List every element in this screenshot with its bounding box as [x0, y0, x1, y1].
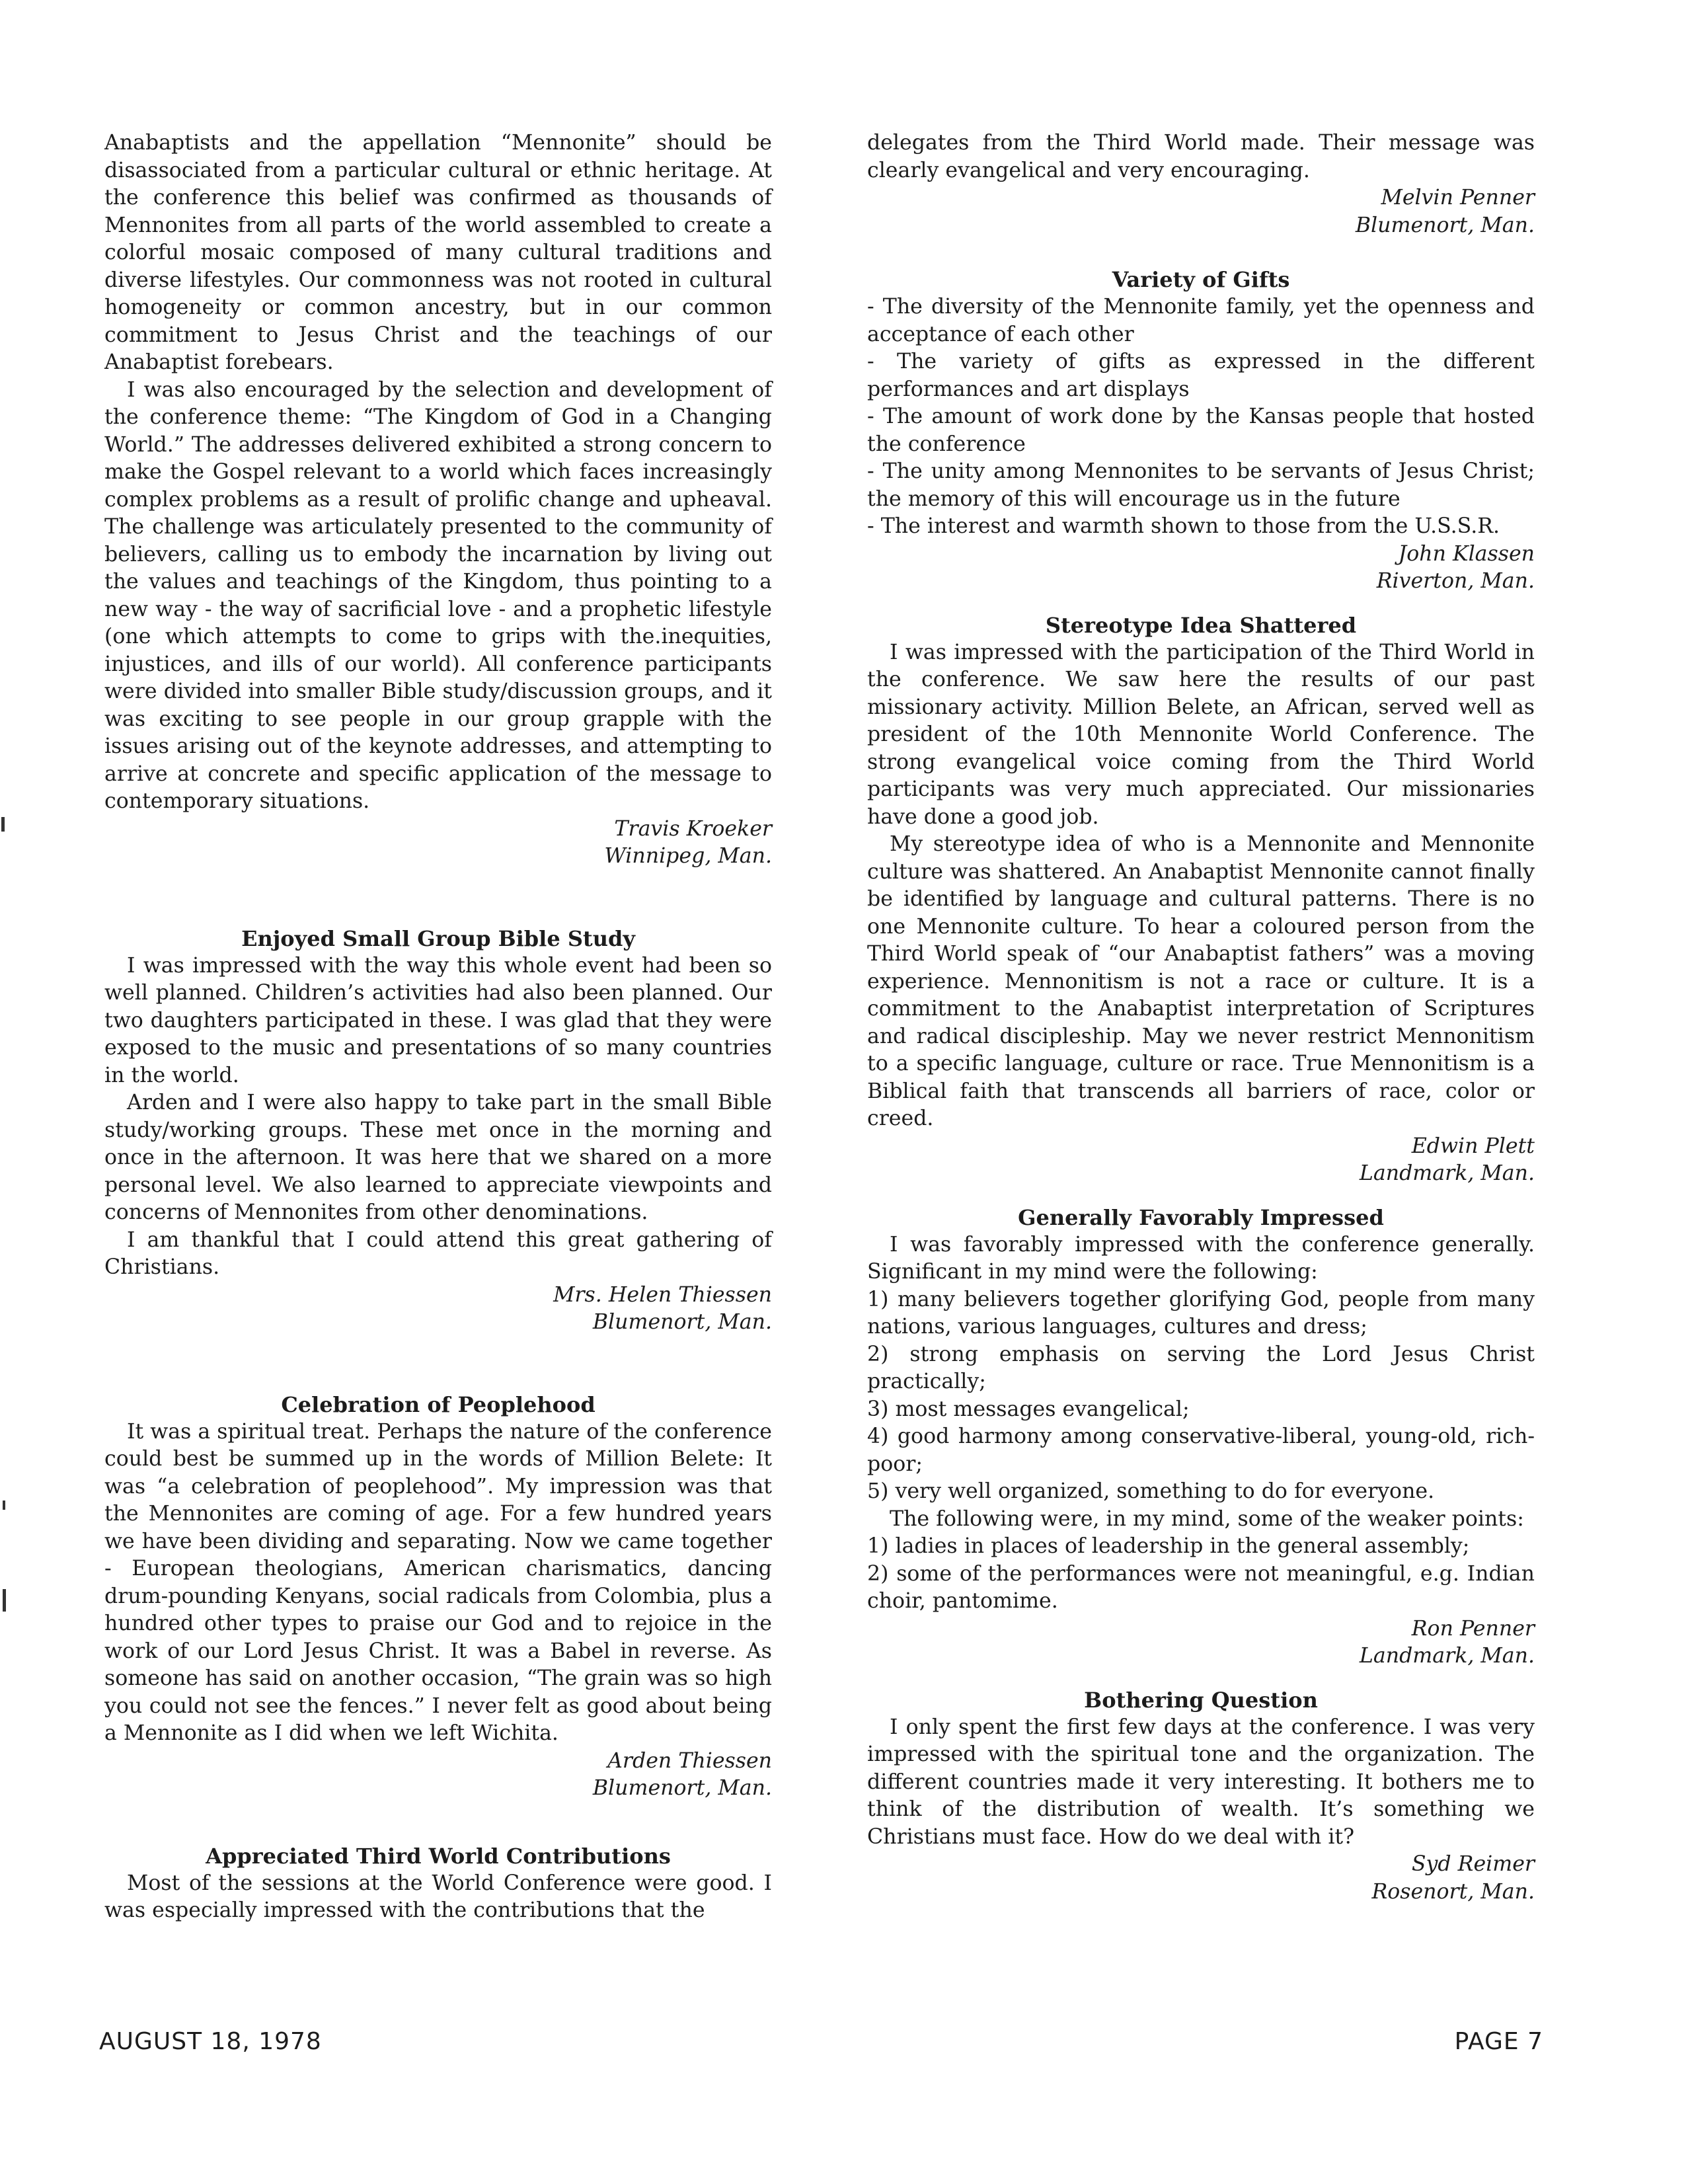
letter-heading: Variety of Gifts	[1112, 267, 1290, 292]
list-item: 4) good harmony among conservative-liberal, young-old, rich-poor;	[867, 1424, 1535, 1476]
right-column	[867, 130, 1535, 1906]
body-paragraph: I was impressed with the participation of the Third World in the conference. We saw here the results of our past missionary activity. Million Belete, an African, served well as president of the 10th Mennonite World Conference. The strong evangelical voice coming from the Third World participants was very much appreciated. Our missionaries have done a good job.	[867, 640, 1535, 829]
body-paragraph: I only spent the first few days at the conference. I was very impressed with the spiritual tone and the organization. The different countries made it very interesting. It bothers me to think of the distribution of wealth. It’s something we Christians must face. How do we deal with it?	[867, 1715, 1535, 1849]
author-location: Blumenort, Man.	[592, 1776, 772, 1800]
letter-variety-of-gifts	[867, 266, 1535, 596]
letter-heading: Enjoyed Small Group Bible Study	[241, 925, 635, 951]
body-paragraph: I was favorably impressed with the conference generally. Significant in my mind were the following:	[867, 1232, 1535, 1284]
letter-heading: Stereotype Idea Shattered	[1045, 612, 1357, 638]
list-item: 2) some of the performances were not meaningful, e.g. Indian choir, pantomime.	[867, 1561, 1535, 1613]
issue-date: AUGUST 18, 1978	[99, 2028, 322, 2055]
list-item: - The diversity of the Mennonite family, yet the openness and acceptance of each other	[867, 295, 1535, 346]
author-location: Blumenort, Man.	[1355, 213, 1535, 237]
scan-mark	[1, 817, 5, 832]
letter-peoplehood	[104, 1391, 772, 1803]
letter-bible-study	[104, 925, 772, 1337]
author-location: Riverton, Man.	[1376, 569, 1535, 593]
list-item: 2) strong emphasis on serving the Lord Jesus Christ practically;	[867, 1342, 1535, 1393]
letter-bothering-question	[867, 1686, 1535, 1906]
page-number: PAGE 7	[1454, 2028, 1543, 2055]
body-paragraph: I was impressed with the way this whole event had been so well planned. Children’s activities had also been planned. Our two daughters participated in these. I was glad that they were exposed to the music and presentations of so many countries in the world.	[104, 953, 772, 1087]
author-name: Mrs. Helen Thiessen	[553, 1282, 772, 1307]
body-paragraph: The following were, in my mind, some of the weaker points:	[890, 1506, 1524, 1531]
letter-heading: Bothering Question	[1084, 1687, 1318, 1713]
list-item: - The amount of work done by the Kansas people that hosted the conference	[867, 405, 1535, 456]
letter-third-world	[104, 1842, 772, 1925]
author-name: Arden Thiessen	[607, 1748, 772, 1773]
letter-stereotype	[867, 611, 1535, 1188]
list-item: 1) ladies in places of leadership in the general assembly;	[867, 1534, 1470, 1558]
body-paragraph: Anabaptists and the appellation “Mennonite” should be disassociated from a particular cultural or ethnic heritage. At the conference this belief was confirmed as thousands of Mennonites from all parts of the world assembled to create a colorful mosaic composed of many cultural traditions and diverse lifestyles. Our commonness was not rooted in cultural homogeneity or common ancestry, but in our common commitment to Jesus Christ and the teachings of our Anabaptist forebears.	[104, 131, 772, 374]
list-item: 1) many believers together glorifying God, people from many nations, various languages, cultures and dress;	[867, 1287, 1535, 1339]
scan-mark	[3, 1501, 5, 1510]
body-paragraph: It was a spiritual treat. Perhaps the nature of the conference could best be summed up in the words of Million Belete: It was “a celebration of peoplehood”. My impression was that the Mennonites are coming of age. For a few hundred years we have been dividing and separating. Now we came together - European theologians, American charismatics, dancing drum-pounding Kenyans, social radicals from Colombia, plus a hundred other types to praise our God and to rejoice in the work of our Lord Jesus Christ. It was a Babel in reverse. As someone has said on another occasion, “The grain was so high you could not see the fences.” I never felt as good about being a Mennonite as I did when we left Wichita.	[104, 1419, 772, 1745]
author-location: Landmark, Man.	[1359, 1644, 1535, 1668]
author-location: Landmark, Man.	[1359, 1161, 1535, 1185]
list-item: 3) most messages evangelical;	[867, 1397, 1190, 1421]
scan-mark	[3, 1589, 6, 1612]
list-item: - The variety of gifts as expressed in the different performances and art displays	[867, 350, 1535, 401]
body-paragraph: delegates from the Third World made. Their message was clearly evangelical and very encouraging.	[867, 131, 1535, 182]
intro-letter	[104, 130, 772, 871]
author-location: Blumenort, Man.	[592, 1310, 772, 1334]
author-name: John Klassen	[1398, 541, 1535, 566]
body-paragraph: Arden and I were also happy to take part in the small Bible study/working groups. These met once in the morning and once in the afternoon. It was here that we shared on a more personal level. We also learned to appreciate viewpoints and concerns of Mennonites from other denominations.	[104, 1091, 772, 1224]
author-name: Travis Kroeker	[614, 816, 772, 841]
left-column	[104, 130, 772, 1925]
body-paragraph: I was also encouraged by the selection and development of the conference theme: “The Kingdom of God in a Changing World.” The addresses delivered exhibited a strong concern to make the Gospel relevant to a world which faces increasingly complex problems as a result of prolific change and upheaval. The challenge was articulately presented to the community of believers, calling us to embody the incarnation by living out the values and teachings of the Kingdom, thus pointing to a new way - the way of sacrificial love - and a prophetic lifestyle (one which attempts to come to grips with the.inequities, injustices, and ills of our world). All conference participants were divided into smaller Bible study/discussion groups, and it was exciting to see people in our group grapple with the issues arising out of the keynote addresses, and attempting to arrive at concrete and specific application of the message to contemporary situations.	[104, 377, 772, 813]
body-paragraph: Most of the sessions at the World Conference were good. I was especially impressed with the contributions that the	[104, 1871, 772, 1922]
letter-favorably-impressed	[867, 1204, 1535, 1670]
body-paragraph: My stereotype idea of who is a Mennonite and Mennonite culture was shattered. An Anabaptist Mennonite cannot finally be identified by language and cultural patterns. There is no one Mennonite culture. To hear a coloured person from the Third World speak of “our Anabaptist fathers” was a moving experience. Mennonitism is not a race or culture. It is a commitment to the Anabaptist interpretation of Scriptures and radical discipleship. May we never restrict Mennonitism to a specific language, culture or race. True Mennonitism is a Biblical faith that transcends all barriers of race, color or creed.	[867, 832, 1535, 1130]
list-item: - The interest and warmth shown to those from the U.S.S.R.	[867, 514, 1500, 538]
body-paragraph: I am thankful that I could attend this great gathering of Christians.	[104, 1228, 772, 1279]
author-location: Winnipeg, Man.	[604, 844, 772, 868]
author-location: Rosenort, Man.	[1371, 1879, 1535, 1904]
list-item: - The unity among Mennonites to be servants of Jesus Christ; the memory of this will encourage us in the future	[867, 459, 1535, 511]
letter-continued	[867, 130, 1535, 239]
author-name: Syd Reimer	[1411, 1852, 1535, 1876]
author-name: Edwin Plett	[1411, 1134, 1535, 1158]
letter-heading: Generally Favorably Impressed	[1018, 1204, 1384, 1230]
list-item: 5) very well organized, something to do for everyone.	[867, 1479, 1435, 1503]
letter-heading: Celebration of Peoplehood	[281, 1391, 595, 1417]
author-name: Ron Penner	[1411, 1616, 1535, 1641]
author-name: Melvin Penner	[1381, 186, 1535, 210]
letter-heading: Appreciated Third World Contributions	[206, 1843, 671, 1869]
